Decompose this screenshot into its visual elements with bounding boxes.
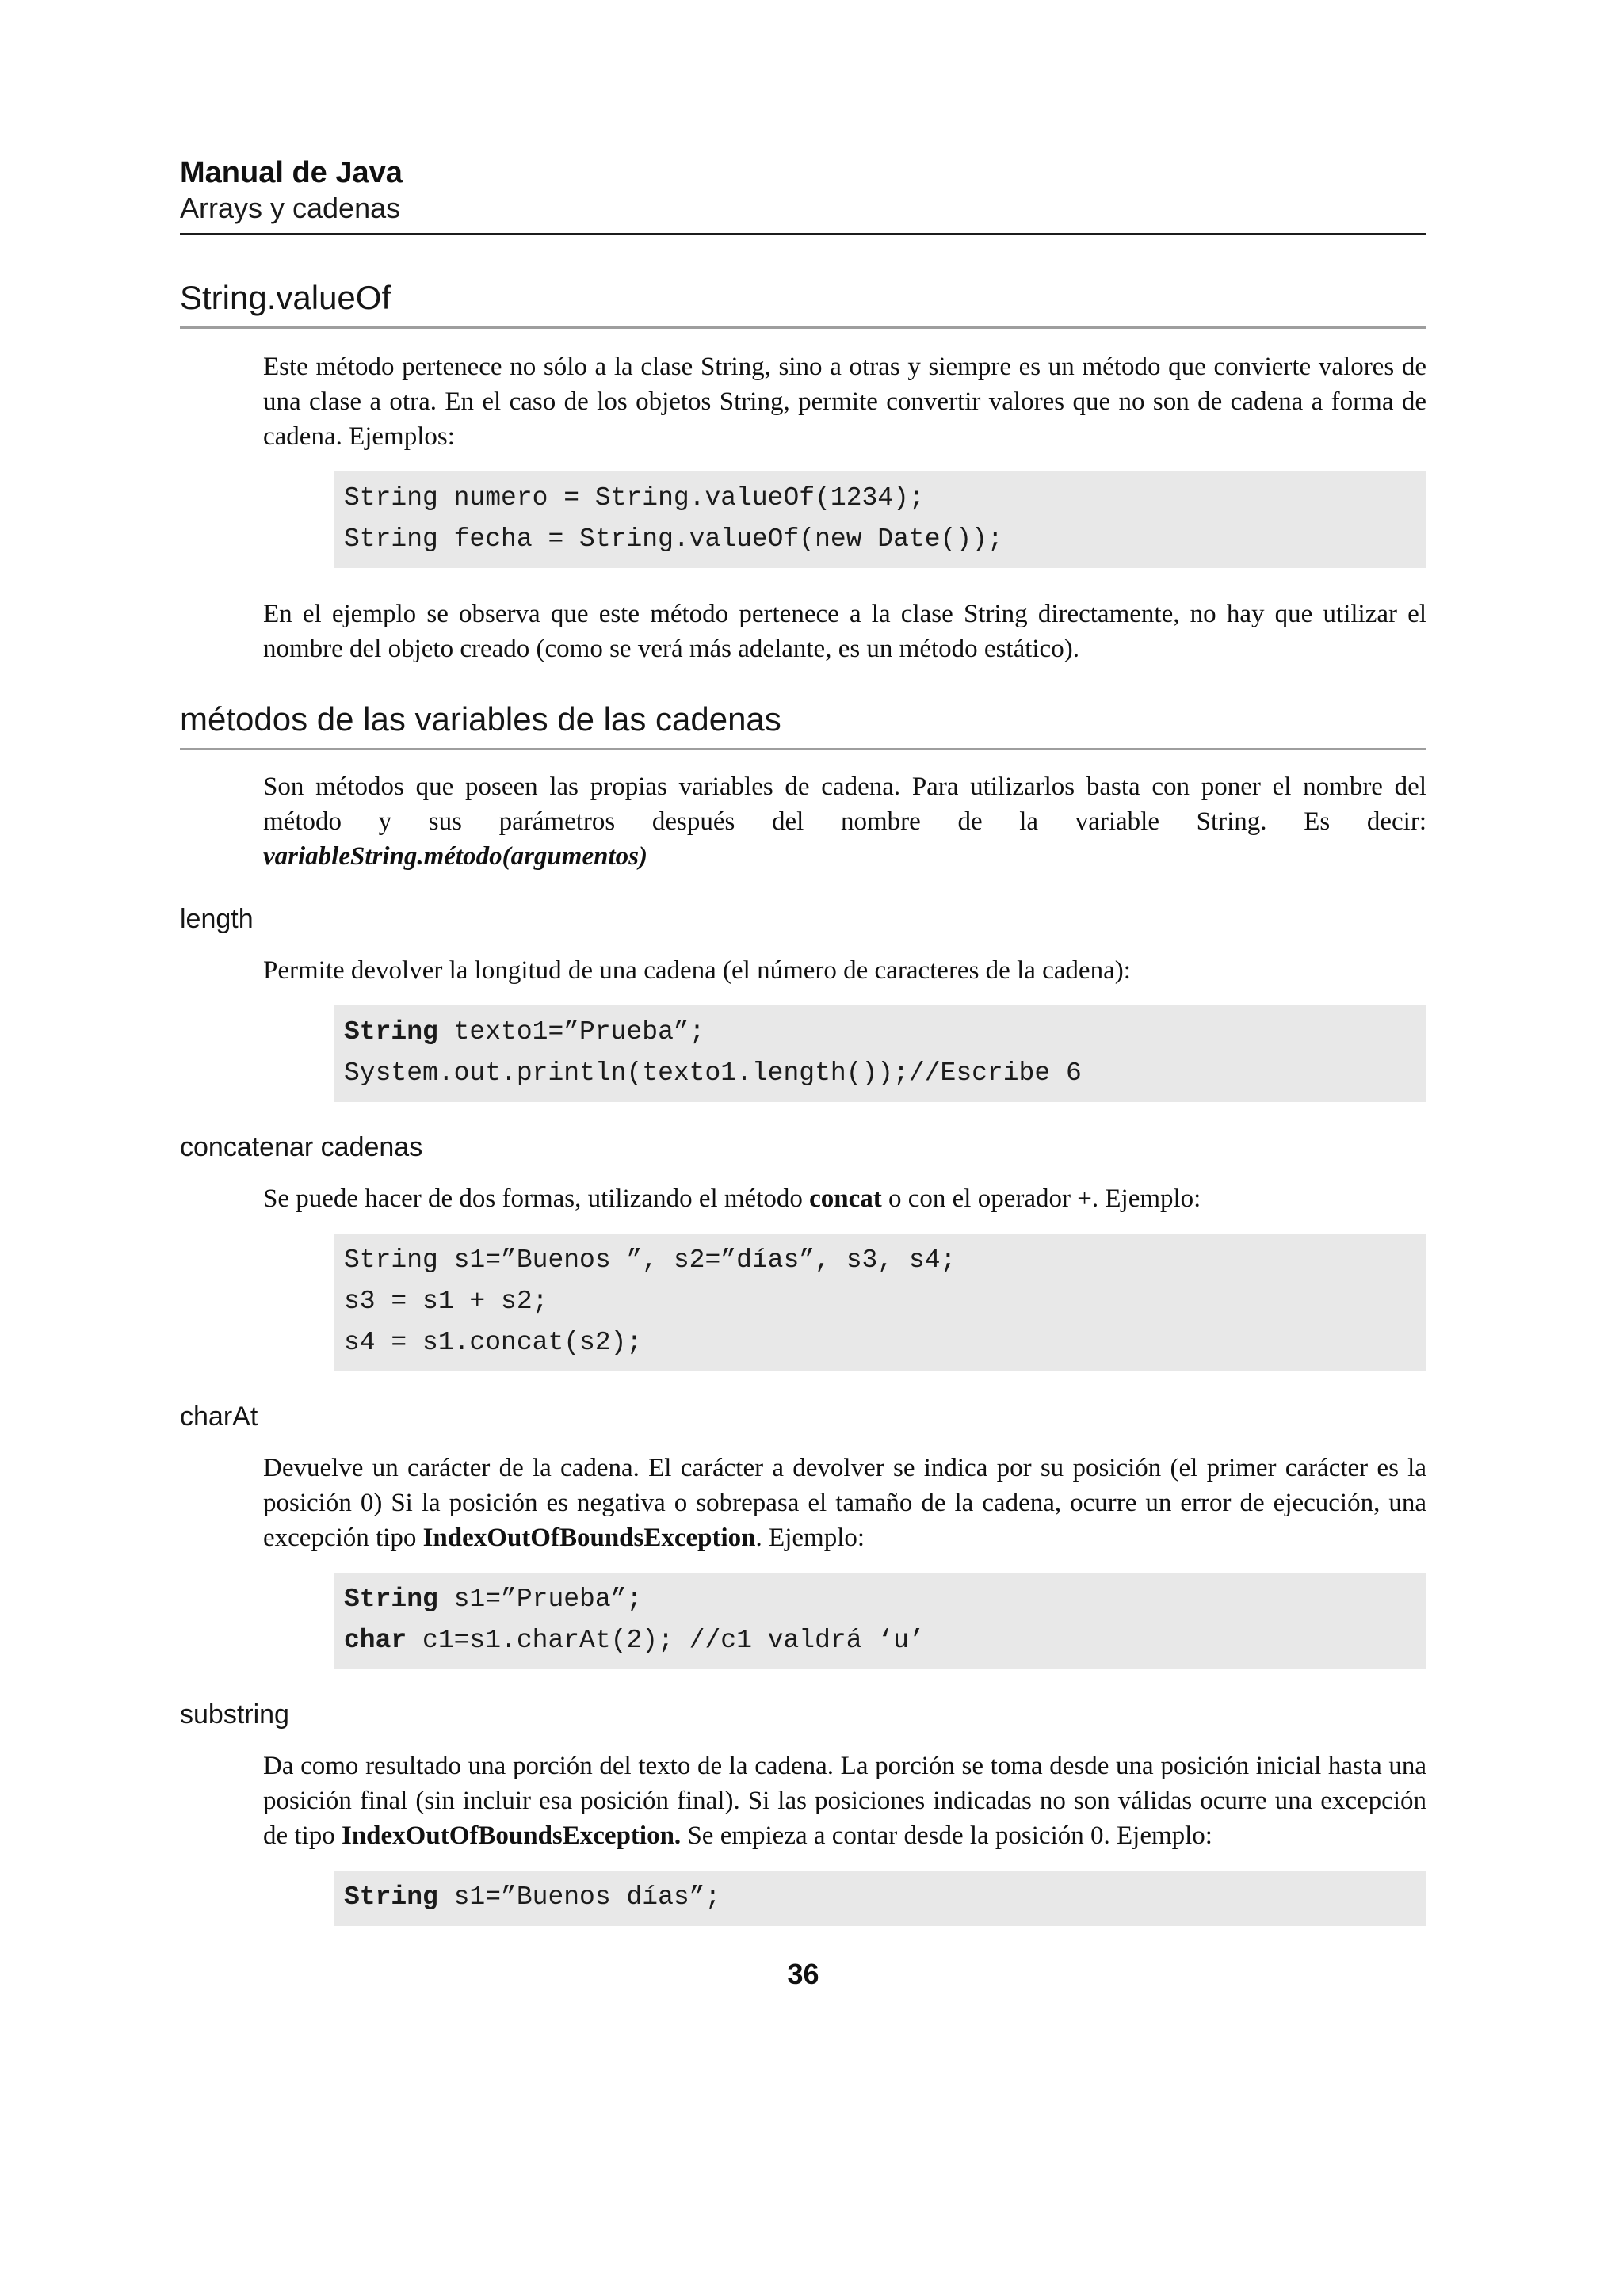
paragraph-valueof-intro: Este método pertenece no sólo a la clase String, sino a otras y siempre es un método que convierte valores de una clase a otra. En el caso de los objetos String, permite convertir valores que no son de cadena a forma de cadena. Ejemplos:: [263, 353, 1426, 451]
heading-charat: charAt: [180, 1402, 258, 1432]
section-concatenar: [180, 1132, 1426, 1371]
paragraph-metodos-intro: Son métodos que poseen las propias variables de cadena. Para utilizarlos basta con poner el nombre del método y sus parámetros después del nombre de la variable String. Es decir: variableString.método(argumentos): [263, 772, 1426, 871]
code-block-concatenar: [334, 1234, 1426, 1371]
code-line: String s1=”Prueba”;: [344, 1585, 643, 1614]
page-footer: [180, 1958, 1426, 1991]
code-line: s3 = s1 + s2;: [344, 1287, 548, 1316]
paragraph-substring: Da como resultado una porción del texto de la cadena. La porción se toma desde una posición inicial hasta una posición final (sin incluir esa posición final). Si las posiciones indicadas no son válidas ocurre una excepción de tipo IndexOutOfBoundsException. Se empieza a contar desde la posición 0. Ejemplo:: [263, 1752, 1426, 1850]
section-metodos-variables: [180, 701, 1426, 874]
section-substring: [180, 1699, 1426, 1926]
code-line: String texto1=”Prueba”;: [344, 1017, 705, 1047]
chapter-subtitle: Arrays y cadenas: [180, 192, 401, 224]
page-number: 36: [787, 1958, 819, 1990]
code-line: String s1=”Buenos días”;: [344, 1882, 721, 1912]
manual-title: Manual de Java: [180, 156, 403, 189]
heading-concatenar: concatenar cadenas: [180, 1132, 423, 1162]
code-block-charat: [334, 1573, 1426, 1669]
code-line: String s1=”Buenos ”, s2=”días”, s3, s4;: [344, 1245, 957, 1275]
code-block-valueof: [334, 471, 1426, 568]
paragraph-valueof-note: En el ejemplo se observa que este método pertenece a la clase String directamente, no hay que utilizar el nombre del objeto creado (como se verá más adelante, es un método estático).: [263, 600, 1426, 663]
running-header: [180, 155, 1426, 235]
section-string-valueof: [180, 280, 1426, 666]
heading-metodos-variables: métodos de las variables de las cadenas: [180, 701, 1426, 750]
paragraph-charat: Devuelve un carácter de la cadena. El carácter a devolver se indica por su posición (el primer carácter es la posición 0) Si la posición es negativa o sobrepasa el tamaño de la cadena, ocurre un error de ejecución, una excepción tipo IndexOutOfBoundsException. Ejemplo:: [263, 1454, 1426, 1552]
section-charat: [180, 1402, 1426, 1669]
code-line: String numero = String.valueOf(1234);: [344, 483, 925, 513]
section-length: [180, 904, 1426, 1102]
code-line: String fecha = String.valueOf(new Date());: [344, 524, 1003, 554]
heading-string-valueof: String.valueOf: [180, 280, 1426, 329]
heading-substring: substring: [180, 1699, 289, 1730]
code-line: s4 = s1.concat(s2);: [344, 1328, 643, 1357]
code-block-length: [334, 1005, 1426, 1102]
heading-length: length: [180, 904, 254, 934]
code-line: System.out.println(texto1.length());//Escribe 6: [344, 1058, 1082, 1088]
paragraph-length: Permite devolver la longitud de una cadena (el número de caracteres de la cadena):: [263, 956, 1131, 985]
code-line: char c1=s1.charAt(2); //c1 valdrá ‘u’: [344, 1626, 925, 1655]
code-block-substring: [334, 1871, 1426, 1926]
paragraph-concatenar: Se puede hacer de dos formas, utilizando el método concat o con el operador +. Ejemplo:: [263, 1184, 1201, 1213]
